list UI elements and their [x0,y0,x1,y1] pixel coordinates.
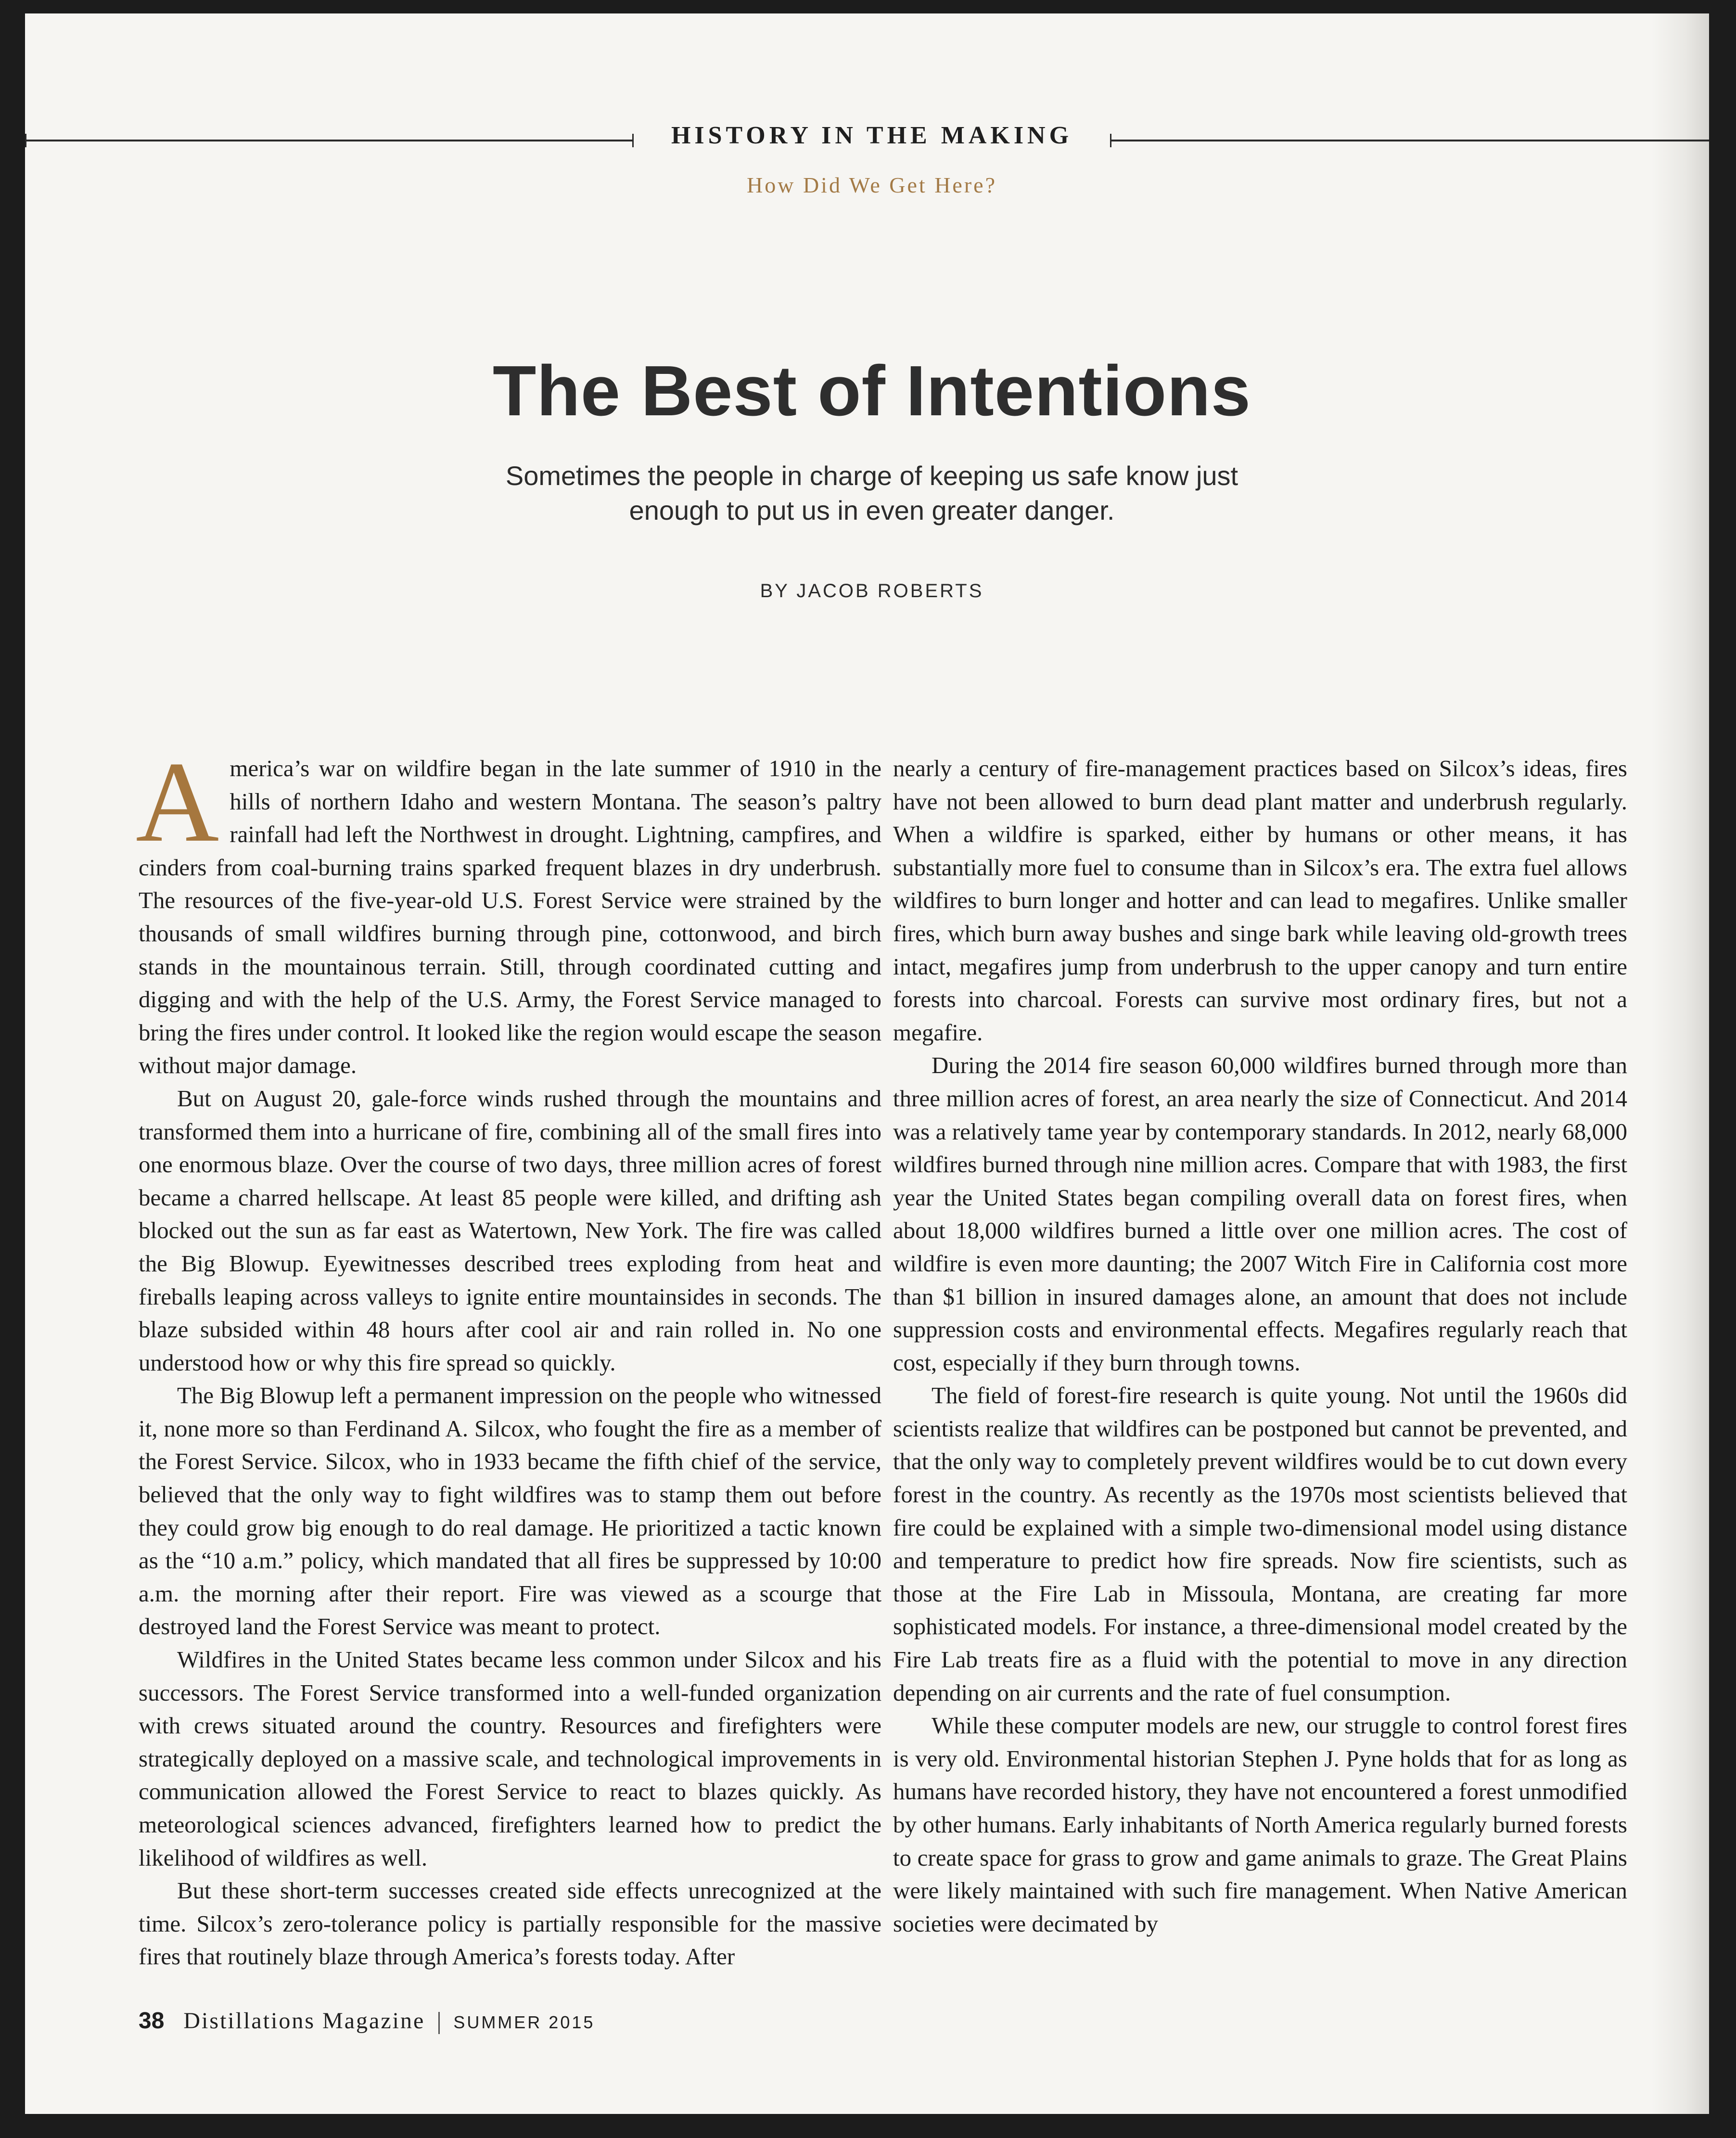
article-byline: BY JACOB ROBERTS [760,580,984,602]
paragraph: But these short-term successes created side effects unrecognized at the time. Silcox’s zero-tolerance policy is partially responsible for the massive fires that routinely blaze through America’s forests today. After [139,1877,881,1970]
issue-label: SUMMER 2015 [453,2012,595,2032]
paragraph: nearly a century of fire-management practices based on Silcox’s ideas, fires have not been allowed to burn dead plant matter and underbrush regularly. When a wildfire is sparked, either by humans or other means, it has substantially more fuel to consume than in Silcox’s era. The extra fuel allows wildfires to burn longer and hotter and can lead to megafires. Unlike smaller fires, which burn away bushes and singe bark while leaving old-growth trees intact, megafires jump from underbrush to the upper canopy and turn entire forests into charcoal. Forests can survive most ordinary fires, but not a megafire. [893,755,1627,1046]
paragraph: While these computer models are new, our struggle to control forest fires is very old. Environmental historian Stephen J. Pyne holds that for as long as humans have recorded history, they have not encountered a forest unmodified by other humans. Early inhabitants of North America regularly burned forests to create space for grass to grow and game animals to graze. The Great Plains were likely maintained with such fire management. When Native American societies were decimated by [893,1712,1627,1937]
magazine-page [25,13,1709,2114]
paragraph [136,738,881,1082]
article-dek: Sometimes the people in charge of keeping us safe know just enough to put us in even greater danger. [505,461,1238,525]
left-column [136,738,881,1984]
article-title: The Best of Intentions [493,351,1251,431]
paragraph: During the 2014 fire season 60,000 wildfires burned through more than three million acres of forest, an area nearly the size of Connecticut. And 2014 was a relatively tame year by contemporary standards. In 2012, nearly 68,000 wildfires burned through nine million acres. Compare that with 1983, the first year the United States began compiling overall data on forest fires, when about 18,000 wildfires burned a little over one million acres. The cost of wildfire is even more daunting; the 2007 Witch Fire in California cost more than $1 billion in insured damages alone, an amount that does not include suppression costs and environmental effects. Megafires regularly reach that cost, especially if they burn through towns. [893,1052,1627,1376]
paragraph: The Big Blowup left a permanent impression on the people who witnessed it, none more so than Ferdinand A. Silcox, who fought the fire as a member of the Forest Service. Silcox, who in 1933 became the fifth chief of the service, believed that the only way to fight wildfires was to stamp them out before they could grow big enough to do real damage. He prioritized a tactic known as the “10 a.m.” policy, which mandated that all fires be suppressed by 10:00 a.m. the morning after their report. Fire was viewed as a scourge that destroyed land the Forest Service was meant to protect. [139,1382,881,1640]
magazine-name: Distillations Magazine [183,2008,425,2034]
drop-cap: A [136,738,219,866]
page-footer [139,2008,595,2034]
section-subtitle: How Did We Get Here? [747,173,997,197]
page-number: 38 [139,2008,165,2034]
paragraph-text: merica’s war on wildfire began in the late summer of 1910 in the hills of northern Idaho and western Montana. The season’s paltry rainfall had left the Northwest in drought. Lightning, campfires, and cinders from coal-burning trains sparked frequent blazes in dry underbrush. The resources of the five-year-old U.S. Forest Service were strained by the thousands of small wildfires burning through pine, cottonwood, and birch stands in the mountainous terrain. Still, through coordinated cutting and digging and with the help of the U.S. Army, the Forest Service managed to bring the fires under control. It looked like the region would escape the season without major damage. [139,755,881,1079]
section-title: HISTORY IN THE MAKING [671,122,1073,149]
right-column [893,752,1627,1984]
page-edge-shadow [1651,13,1709,2114]
footer-divider [438,2012,440,2034]
paragraph: The field of forest-fire research is quite young. Not until the 1960s did scientists realize that wildfires can be postponed but cannot be prevented, and that the only way to completely prevent wildfires would be to cut down every forest in the country. As recently as the 1970s most scientists believed that fire could be explained with a simple two-dimensional model using distance and temperature to predict how fire spreads. Now fire scientists, such as those at the Fire Lab in Missoula, Montana, are creating far more sophisticated models. For instance, a three-dimensional model created by the Fire Lab treats fire as a fluid with the potential to move in any direction depending on air currents and the rate of fuel consumption. [893,1382,1627,1706]
paragraph: But on August 20, gale-force winds rushed through the mountains and transformed them into a hurricane of fire, combining all of the small fires into one enormous blaze. Over the course of two days, three million acres of forest became a charred hellscape. At least 85 people were killed, and drifting ash blocked out the sun as far east as Watertown, New York. The fire was called the Big Blowup. Eyewitnesses described trees exploding from heat and fireballs leaping across valleys to ignite entire mountainsides in seconds. The blaze subsided within 48 hours after cool air and rain rolled in. No one understood how or why this fire spread so quickly. [139,1085,881,1376]
header-rule-cap [1110,134,1111,147]
header-rule-right [1110,140,1709,141]
paragraph: Wildfires in the United States became less common under Silcox and his successors. The Forest Service transformed into a well-funded organization with crews situated around the country. Resources and firefighters were strategically deployed on a massive scale, and technological improvements in communication allowed the Forest Service to react to blazes quickly. As meteorological sciences advanced, firefighters learned how to predict the likelihood of wildfires as well. [139,1646,881,1871]
